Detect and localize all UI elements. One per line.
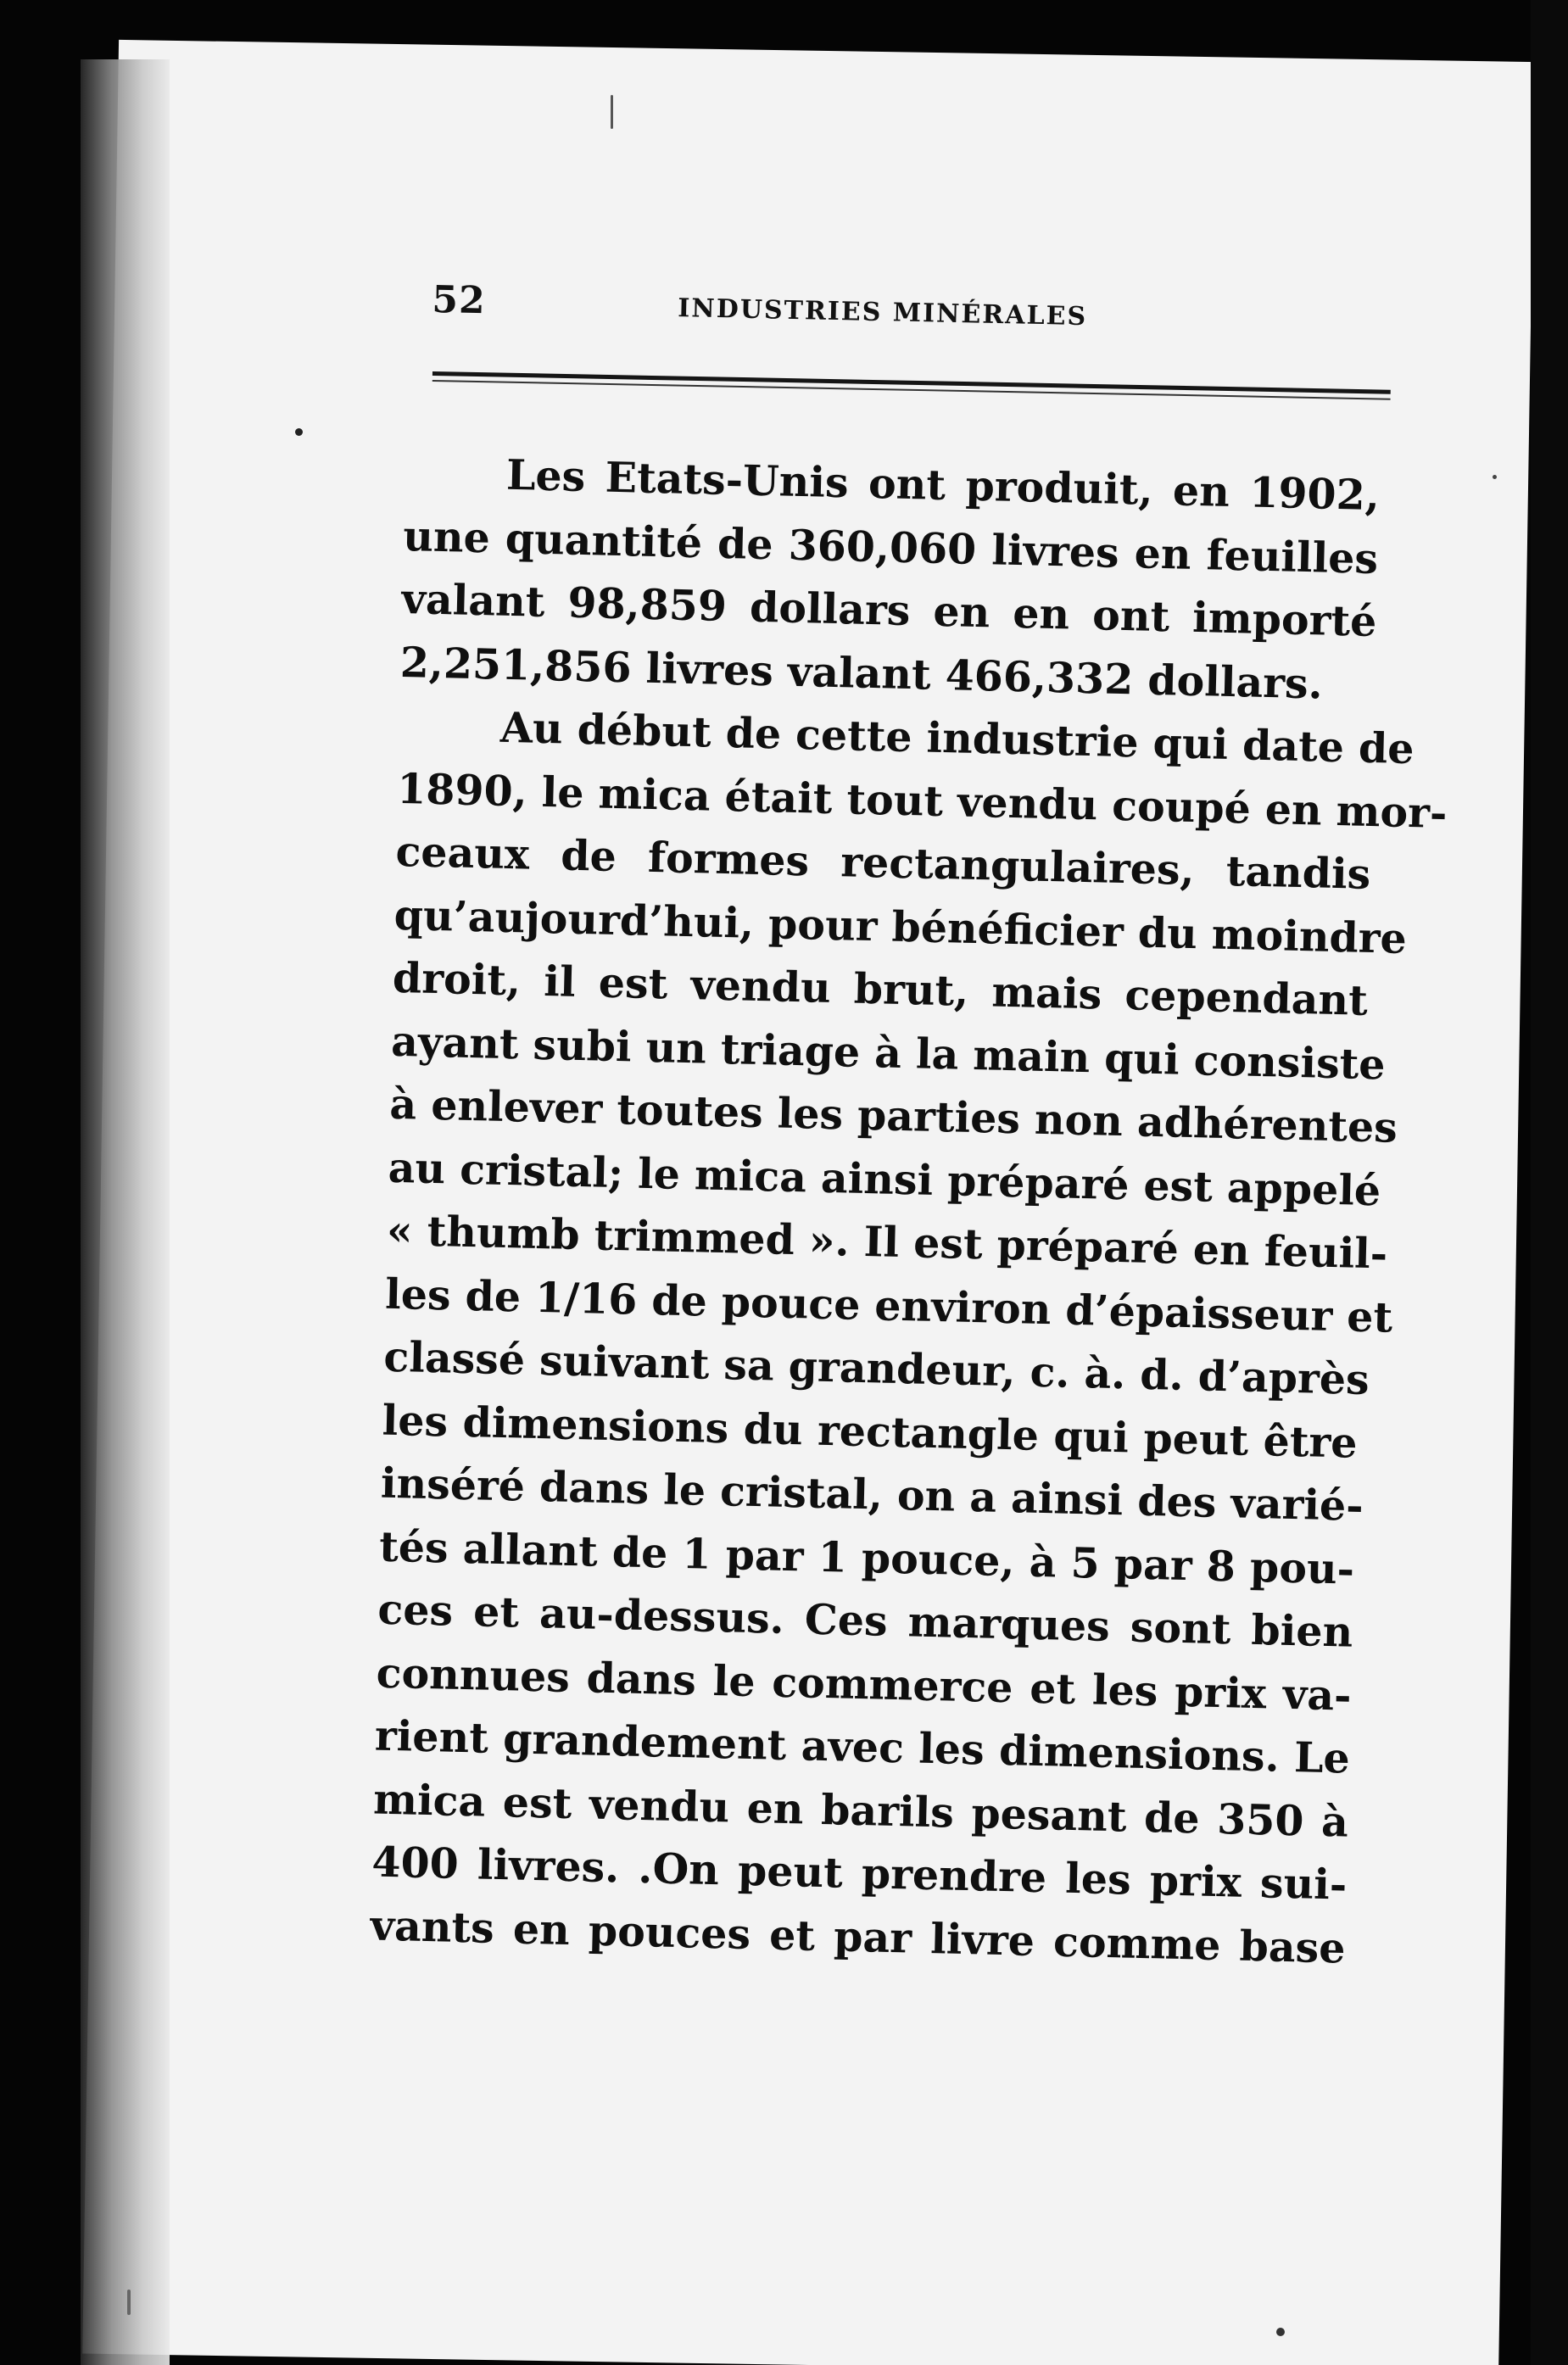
text-line: Les Etats-Unis ont produit, en 1902, [505, 449, 1381, 521]
text-line: tés allant de 1 par 1 pouce, à 5 par 8 pou- [378, 1521, 1355, 1594]
running-title: INDUSTRIES MINÉRALES [677, 293, 1088, 332]
text-line: Au début de cette industrie qui date de [499, 702, 1415, 774]
text-line: ces et au-dessus. Ces marques sont bien [377, 1584, 1353, 1657]
text-line: classé suivant sa grandeur, c. à. d. d’après [382, 1331, 1370, 1405]
scan-speck [1493, 475, 1497, 479]
scan-speck [127, 2290, 131, 2315]
book-gutter [81, 59, 170, 2365]
scan-speck [611, 95, 613, 129]
text-line: au cristal; le mica ainsi préparé est appelé [388, 1142, 1381, 1215]
text-line: les dimensions du rectangle qui peut être [382, 1395, 1359, 1468]
text-line: valant 98,859 dollars en en ont importé [400, 573, 1377, 647]
body-text [370, 441, 1448, 1980]
text-line: 1890, le mica était tout vendu coupé en mor- [396, 763, 1448, 838]
text-line: vants en pouces et par livre comme base [370, 1900, 1347, 1973]
scan-speck [1276, 2328, 1285, 2336]
text-line: mica est vendu en barils pesant de 350 à [372, 1774, 1349, 1847]
scan-edge [1531, 0, 1568, 2365]
page-number: 52 [431, 278, 487, 323]
text-line: une quantité de 360,060 livres en feuilles [402, 510, 1379, 583]
text-line: droit, il est vendu brut, mais cependant [392, 952, 1369, 1025]
text-line: 400 livres. .On peut prendre les prix sui- [371, 1837, 1348, 1910]
text-line: connues dans le commerce et les prix va- [376, 1648, 1353, 1721]
text-line: « thumb trimmed ». Il est préparé en feuil- [386, 1205, 1388, 1279]
text-line: rient grandement avec les dimensions. Le [374, 1710, 1351, 1783]
text-line: 2,251,856 livres valant 466,332 dollars. [399, 637, 1324, 709]
text-line: ayant subi un triage à la main qui consiste [390, 1016, 1387, 1089]
text-line: ceaux de formes rectangulaires, tandis [394, 826, 1371, 899]
text-line: qu’aujourd’hui, pour bénéficier du moindre [393, 890, 1408, 963]
text-line: à enlever toutes les parties non adhérentes [388, 1079, 1398, 1152]
text-line: inséré dans le cristal, on a ainsi des varié- [380, 1458, 1364, 1531]
scan-speck [295, 428, 303, 436]
text-line: les de 1/16 de pouce environ d’épaisseur et [384, 1269, 1393, 1342]
